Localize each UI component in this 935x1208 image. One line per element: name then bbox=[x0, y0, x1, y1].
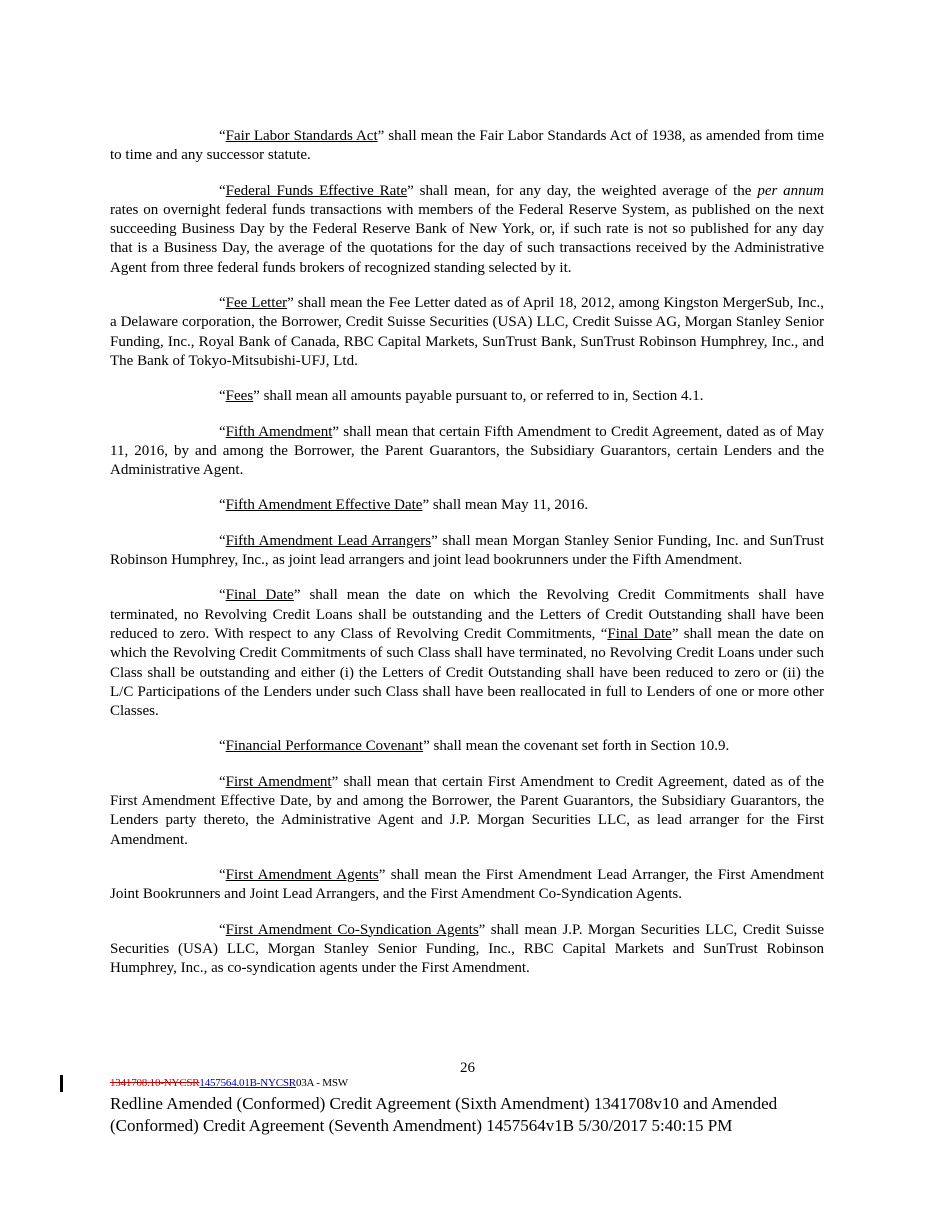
paragraph-text: ” shall mean the date on which the Revolving Credit Commitments of such Class shall have terminated, no Revolving Credit Loans under such Class shall be outstanding and either (i) the Letters of Credit Outstanding shall have been reduced to zero or (ii) the L/C Participations of the Lenders under such Class shall have been reallocated in full to Lenders of one or more other Classes. bbox=[110, 625, 824, 720]
paragraph-text: “ bbox=[219, 921, 226, 938]
paragraph-text: “ bbox=[219, 182, 226, 199]
document-id bbox=[110, 1077, 348, 1089]
paragraph-text: “ bbox=[219, 128, 226, 144]
defined-term: Fifth Amendment Effective Date bbox=[225, 497, 423, 514]
paragraph-text: ” shall mean the First Amendment Lead Arranger, the First Amendment Joint Bookrunners and Joint Lead Arrangers, and the First Amendment Co-Syndication Agents. bbox=[110, 866, 824, 903]
definition-paragraph bbox=[110, 921, 824, 979]
paragraph-text: ” shall mean Morgan Stanley Senior Funding, Inc. and SunTrust Robinson Humphrey, Inc., as joint lead arrangers and joint lead bookrunners under the Fifth Amendment. bbox=[110, 532, 824, 569]
paragraph-text: rates on overnight federal funds transactions with members of the Federal Reserve System, as published on the next succeeding Business Day by the Federal Reserve Bank of New York, or, if such rate is not so published for any day that is a Business Day, the average of the quotations for the day of such transactions received by the Administrative Agent from three federal funds brokers of recognized standing selected by it. bbox=[110, 201, 824, 276]
paragraph-text: ” shall mean the date on which the Revolving Credit Commitments shall have terminated, no Revolving Credit Loans shall be outstanding and the Letters of Credit Outstanding shall have been reduced to zero. With respect to any Class of Revolving Credit Commitments, “ bbox=[110, 587, 824, 642]
definition-paragraph bbox=[110, 294, 824, 371]
definition-paragraph bbox=[110, 586, 824, 721]
paragraph-text: “ bbox=[219, 866, 226, 883]
footer-caption: Redline Amended (Conformed) Credit Agreement (Sixth Amendment) 1341708v10 and Amended (Conformed) Credit Agreement (Seventh Amendment) 1457564v1B 5/30/2017 5:40:15 PM bbox=[110, 1094, 778, 1135]
definition-paragraph bbox=[110, 387, 824, 406]
paragraph-text: ” shall mean the Fee Letter dated as of April 18, 2012, among Kingston MergerSub, Inc., a Delaware corporation, the Borrower, Credit Suisse Securities (USA) LLC, Credit Suisse AG, Morgan Stanley Senior Funding, Inc., Royal Bank of Canada, RBC Capital Markets, SunTrust Bank, SunTrust Robinson Humphrey, Inc., and The Bank of Tokyo-Mitsubishi-UFJ, Ltd. bbox=[110, 295, 824, 369]
definition-paragraph bbox=[110, 496, 824, 515]
paragraph-text: ” shall mean that certain First Amendment to Credit Agreement, dated as of the First Amendment Effective Date, by and among the Borrower, the Parent Guarantors, the Subsidiary Guarantors, the Lenders party thereto, the Administrative Agent and J.P. Morgan Securities LLC, as lead arranger for the First Amendment. bbox=[110, 773, 824, 848]
paragraph-text: “ bbox=[219, 497, 226, 514]
paragraph-text: ” shall mean the Fair Labor Standards Act of 1938, as amended from time to time and any successor statute. bbox=[110, 128, 824, 164]
definition-paragraph bbox=[110, 773, 824, 850]
definition-paragraph bbox=[110, 532, 824, 571]
paragraph-text: ” shall mean May 11, 2016. bbox=[422, 497, 589, 514]
paragraph-text: ” shall mean all amounts payable pursuant to, or referred to in, Section 4.1. bbox=[253, 388, 704, 405]
definition-paragraph bbox=[110, 866, 824, 905]
defined-term: Federal Funds Effective Rate bbox=[225, 182, 408, 199]
paragraph-text: “ bbox=[219, 773, 226, 790]
defined-term: First Amendment Agents bbox=[225, 866, 379, 883]
defined-term: Fair Labor Standards Act bbox=[225, 128, 378, 144]
doc-id-inserted: 1457564.01B-NYCSR bbox=[199, 1077, 296, 1089]
defined-term: Final Date bbox=[607, 625, 672, 642]
defined-term: Final Date bbox=[225, 587, 294, 604]
defined-term: Fifth Amendment Lead Arrangers bbox=[225, 532, 432, 549]
paragraph-text: “ bbox=[219, 587, 226, 604]
definition-paragraph bbox=[110, 127, 824, 166]
paragraph-text: “ bbox=[219, 295, 226, 312]
doc-id-deleted: 1341708.10-NYCSR bbox=[110, 1077, 200, 1089]
defined-term: First Amendment bbox=[225, 773, 332, 790]
paragraph-text: ” shall mean J.P. Morgan Securities LLC, Credit Suisse Securities (USA) LLC, Morgan Stanley Senior Funding, Inc., RBC Capital Markets and SunTrust Robinson Humphrey, Inc., as co-syndication agents under the First Amendment. bbox=[110, 921, 824, 977]
defined-term: Fifth Amendment bbox=[225, 423, 333, 440]
paragraph-text: “ bbox=[219, 388, 226, 405]
paragraph-text: “ bbox=[219, 423, 226, 440]
change-bar bbox=[60, 1075, 63, 1092]
paragraph-text: ” shall mean the covenant set forth in Section 10.9. bbox=[423, 738, 730, 755]
defined-term: Financial Performance Covenant bbox=[225, 738, 424, 755]
definition-paragraph bbox=[110, 737, 824, 756]
defined-term: First Amendment Co-Syndication Agents bbox=[225, 921, 479, 938]
document-body bbox=[110, 127, 824, 994]
paragraph-text: ” shall mean that certain Fifth Amendment to Credit Agreement, dated as of May 11, 2016, by and among the Borrower, the Parent Guarantors, the Subsidiary Guarantors, certain Lenders and the Administrative Agent. bbox=[110, 423, 824, 479]
definition-paragraph bbox=[110, 182, 824, 278]
doc-id-suffix: 03A - MSW bbox=[295, 1077, 348, 1089]
defined-term: Fees bbox=[225, 388, 254, 405]
italic-text: per annum bbox=[757, 182, 825, 199]
definition-paragraph bbox=[110, 423, 824, 481]
paragraph-text: ” shall mean, for any day, the weighted average of the bbox=[407, 182, 758, 199]
page-number: 26 bbox=[460, 1060, 475, 1076]
paragraph-text: “ bbox=[219, 532, 226, 549]
defined-term: Fee Letter bbox=[225, 295, 288, 312]
paragraph-text: “ bbox=[219, 738, 226, 755]
